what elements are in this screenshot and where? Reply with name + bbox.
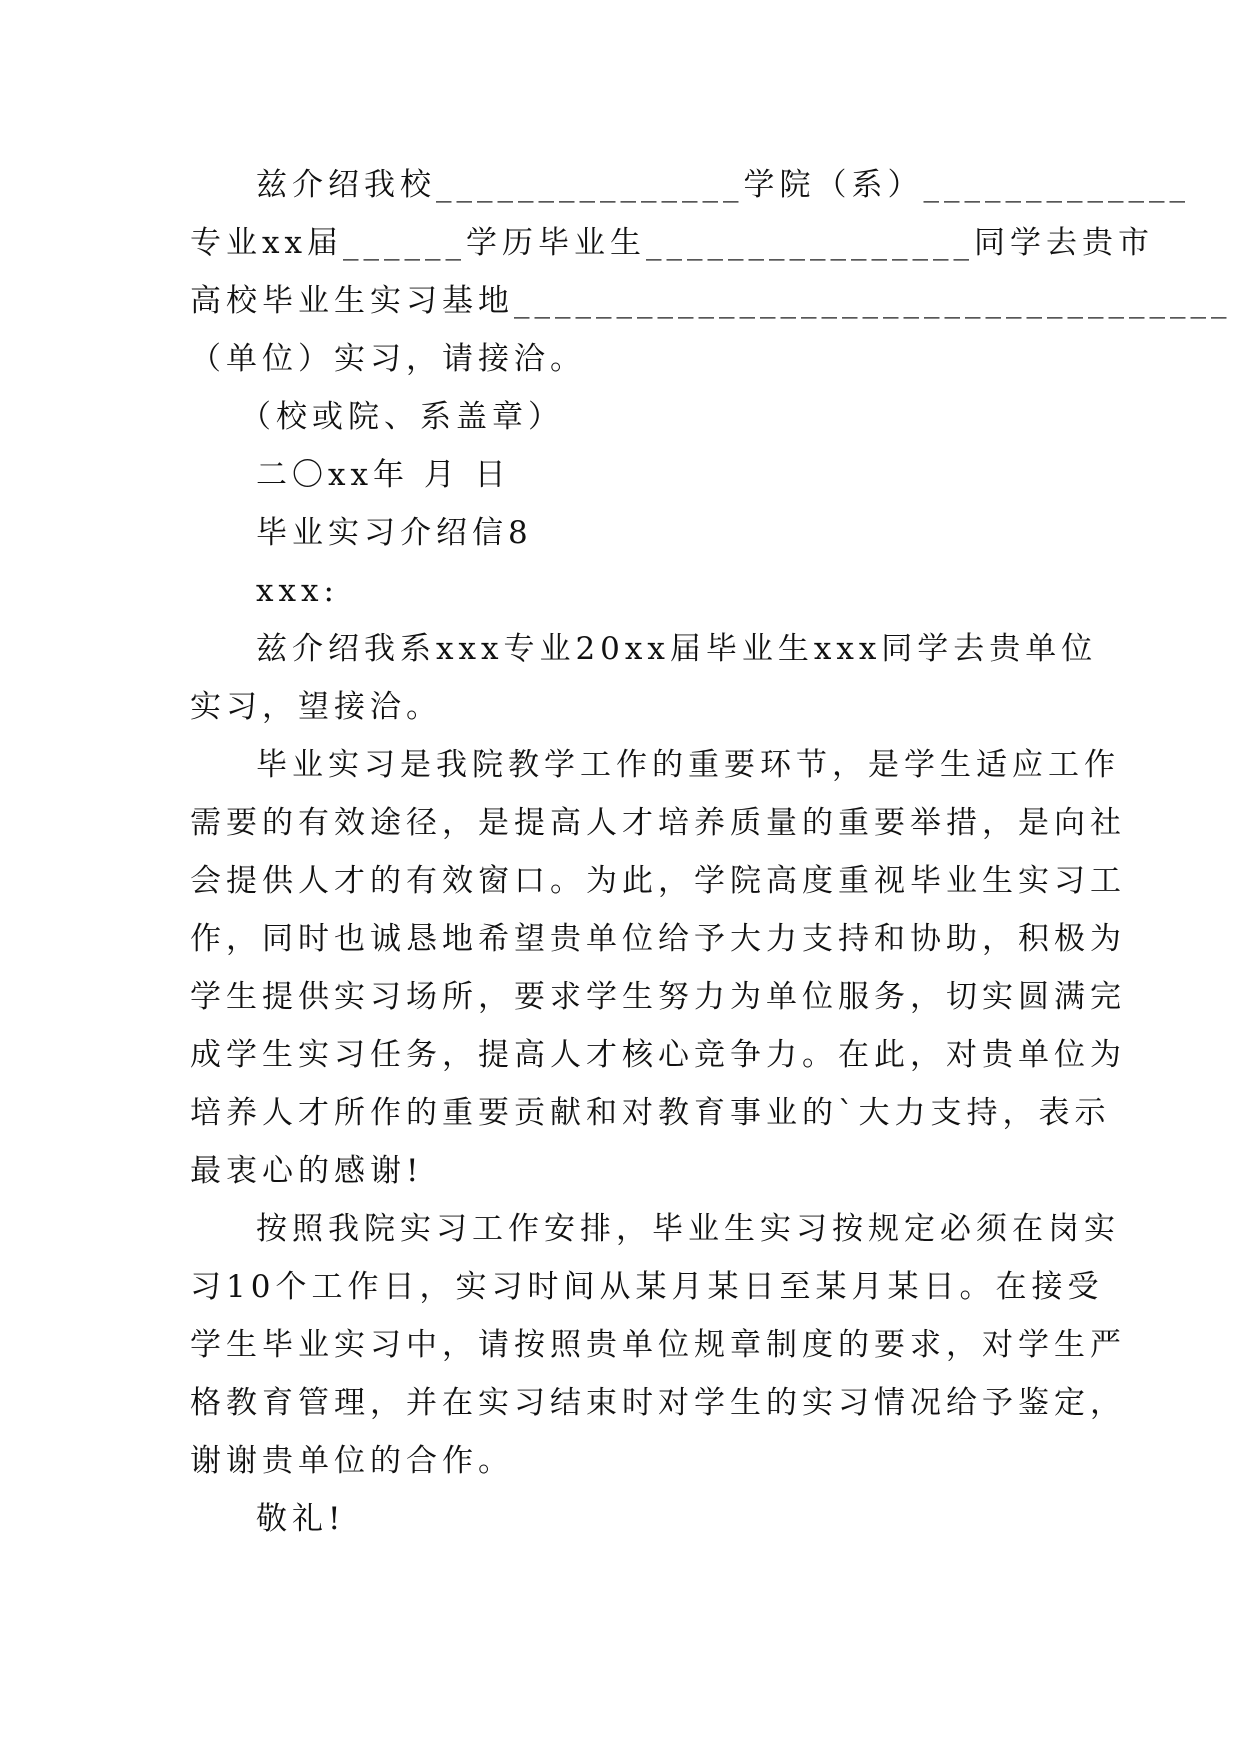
para2-line-8: 最衷心的感谢! xyxy=(190,1153,424,1189)
para2-line-3: 会提供人才的有效窗口。为此，学院高度重视毕业生实习工 xyxy=(190,863,1126,899)
para2-line-1: 毕业实习是我院教学工作的重要环节，是学生适应工作 xyxy=(256,747,1120,783)
letter1-line3: 高校毕业生实习基地___________________________________ xyxy=(190,283,1232,319)
para3-line-4: 格教育管理，并在实习结束时对学生的实习情况给予鉴定， xyxy=(190,1385,1126,1421)
para2-line-2: 需要的有效途径，是提高人才培养质量的重要举措，是向社 xyxy=(190,805,1126,841)
date-line: 二〇xx年 月 日 xyxy=(256,457,511,493)
para3-line-3: 学生毕业实习中，请按照贵单位规章制度的要求，对学生严 xyxy=(190,1327,1126,1363)
closing: 敬礼! xyxy=(256,1501,346,1537)
section-title: 毕业实习介绍信8 xyxy=(256,515,533,551)
para2-line-6: 成学生实习任务，提高人才核心竞争力。在此，对贵单位为 xyxy=(190,1037,1126,1073)
intro-line-2: 实习，望接洽。 xyxy=(190,689,442,725)
para3-line-1: 按照我院实习工作安排，毕业生实习按规定必须在岗实 xyxy=(256,1211,1120,1247)
salutation: xxx: xyxy=(256,573,339,609)
letter1-line4: （单位）实习，请接洽。 xyxy=(190,341,586,377)
para2-line-5: 学生提供实习场所，要求学生努力为单位服务，切实圆满完 xyxy=(190,979,1126,1015)
para2-line-4: 作，同时也诚恳地希望贵单位给予大力支持和协助，积极为 xyxy=(190,921,1126,957)
stamp-note: （校或院、系盖章） xyxy=(240,399,564,435)
para3-line-5: 谢谢贵单位的合作。 xyxy=(190,1443,514,1479)
intro-line-1: 兹介绍我系xxx专业20xx届毕业生xxx同学去贵单位 xyxy=(256,631,1098,667)
letter1-line1: 兹介绍我校_______________学院（系）_____________ xyxy=(256,167,1190,203)
letter1-line2: 专业xx届______学历毕业生________________同学去贵市 xyxy=(190,225,1154,261)
para2-line-7: 培养人才所作的重要贡献和对教育事业的`大力支持，表示 xyxy=(190,1095,1111,1131)
para3-line-2: 习10个工作日，实习时间从某月某日至某月某日。在接受 xyxy=(190,1269,1104,1305)
